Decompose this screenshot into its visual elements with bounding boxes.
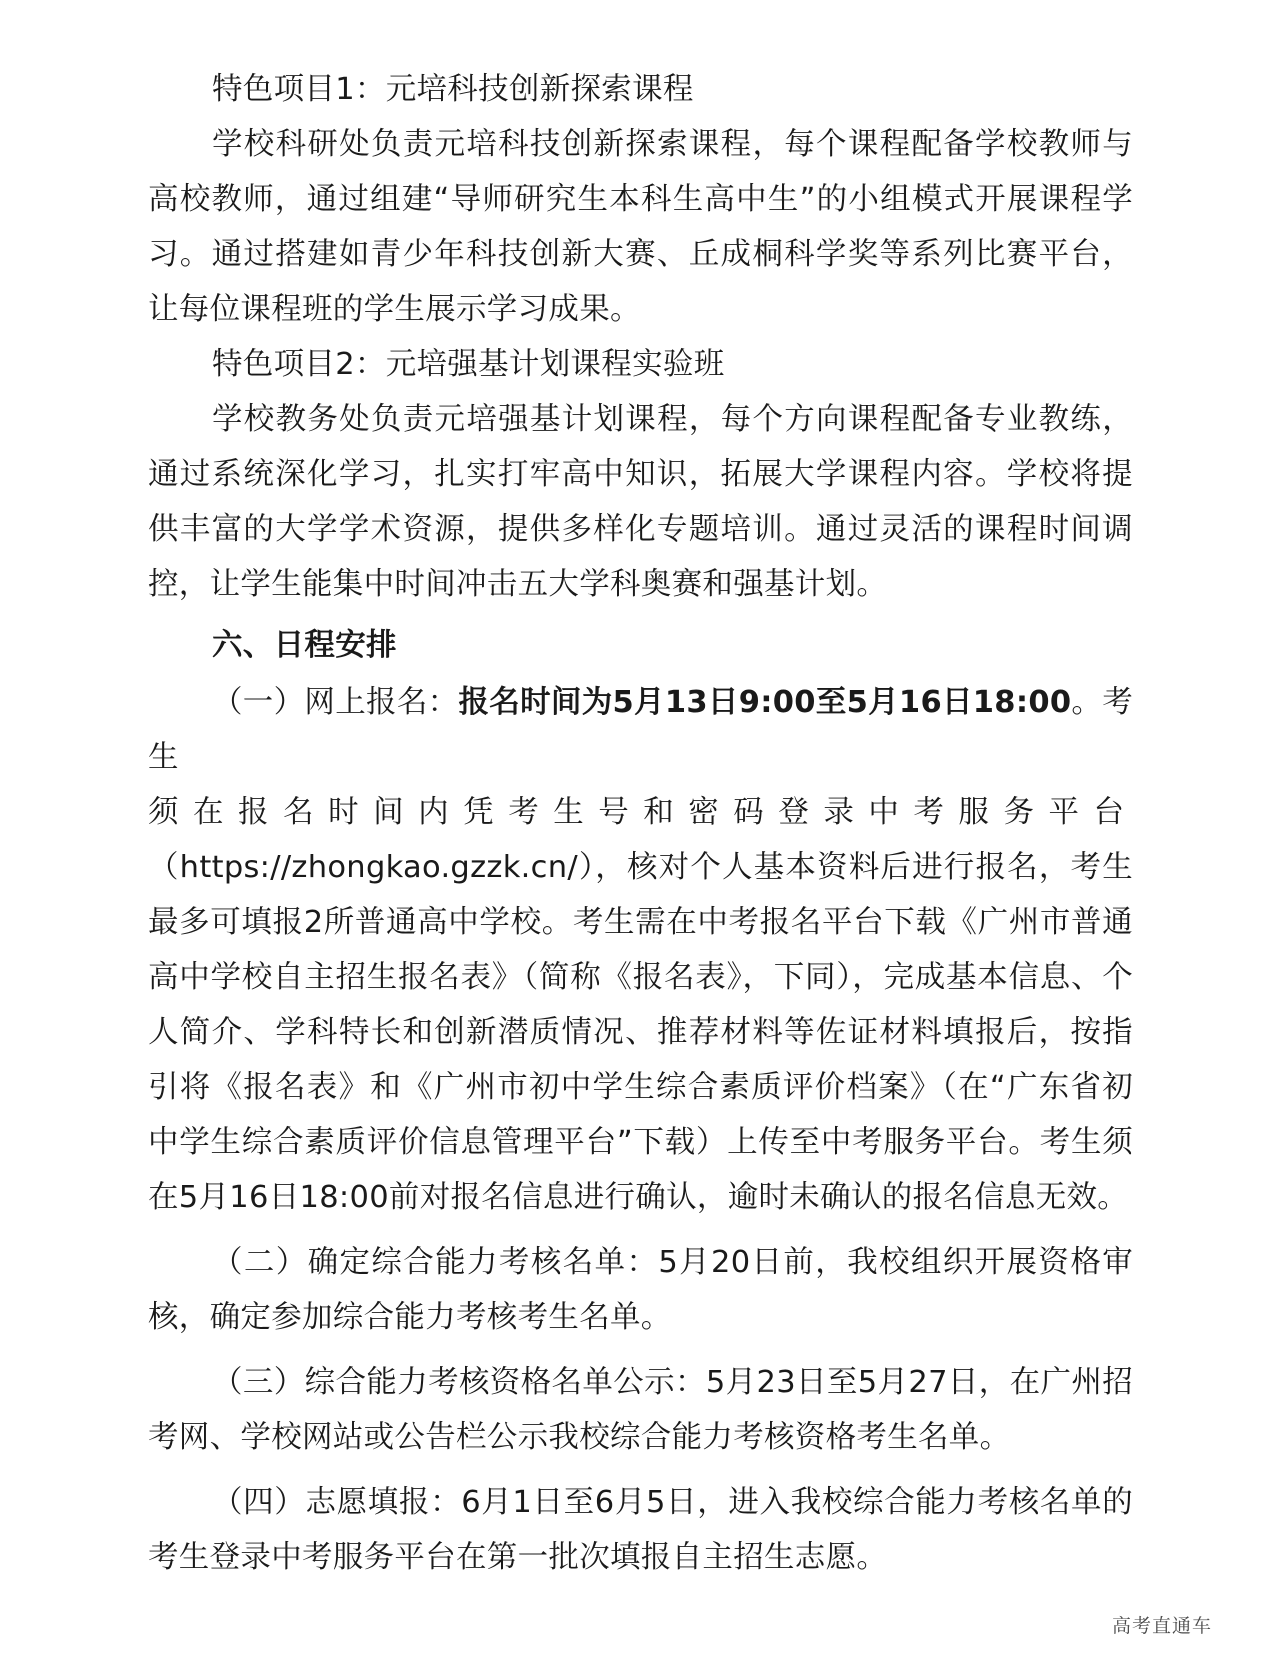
schedule-step-4: （四）志愿填报：6月1日至6月5日，进入我校综合能力考核名单的考生登录中考服务平台在第一批次填报自主招生志愿。 [148,1485,1133,1575]
registration-time: 报名时间为5月13日9:00至5月16日18:00 [458,685,1072,720]
schedule-step-1-line2: 须在报名时间内凭考生号和密码登录中考服务平台 [148,795,1133,830]
feature-item-2-title: 特色项目2：元培强基计划课程实验班 [212,347,725,382]
feature-item-2-body: 学校教务处负责元培强基计划课程，每个方向课程配备专业教练，通过系统深化学习，扎实打牢高中知识，拓展大学课程内容。学校将提供丰富的大学学术资源，提供多样化专题培训。通过灵活的课程时间调控，让学生能集中时间冲击五大学科奥赛和强基计划。 [148,402,1133,602]
watermark-text: 高考直通车 [1111,1615,1212,1637]
feature-item-1-title: 特色项目1：元培科技创新探索课程 [212,72,694,107]
schedule-step-1 [148,675,1133,1225]
schedule-step-3: （三）综合能力考核资格名单公示：5月23日至5月27日，在广州招考网、学校网站或公告栏公示我校综合能力考核资格考生名单。 [148,1365,1133,1455]
schedule-step-1-rest: （https://zhongkao.gzzk.cn/），核对个人基本资料后进行报名，考生最多可填报2所普通高中学校。考生需在中考报名平台下载《广州市普通高中学校自主招生报名表》（简称《报名表》，下同），完成基本信息、个人简介、学科特长和创新潜质情况、推荐材料等佐证材料填报后，按指引将《报名表》和《广州市初中学生综合素质评价档案》（在“广东省初中学生综合素质评价信息管理平台”下载）上传至中考服务平台。考生须在5月16日18:00前对报名信息进行确认，逾时未确认的报名信息无效。 [148,850,1133,1215]
section-heading-schedule: 六、日程安排 [212,628,397,663]
schedule-step-1-after: 。考生 [148,685,1133,775]
document-body [148,62,1133,1585]
schedule-step-1-prefix: （一）网上报名： [212,685,459,720]
schedule-step-2: （二）确定综合能力考核名单：5月20日前，我校组织开展资格审核，确定参加综合能力考核考生名单。 [148,1245,1133,1335]
feature-item-1-body: 学校科研处负责元培科技创新探索课程，每个课程配备学校教师与高校教师，通过组建“导师研究生本科生高中生”的小组模式开展课程学习。通过搭建如青少年科技创新大赛、丘成桐科学奖等系列比赛平台，让每位课程班的学生展示学习成果。 [148,127,1133,327]
